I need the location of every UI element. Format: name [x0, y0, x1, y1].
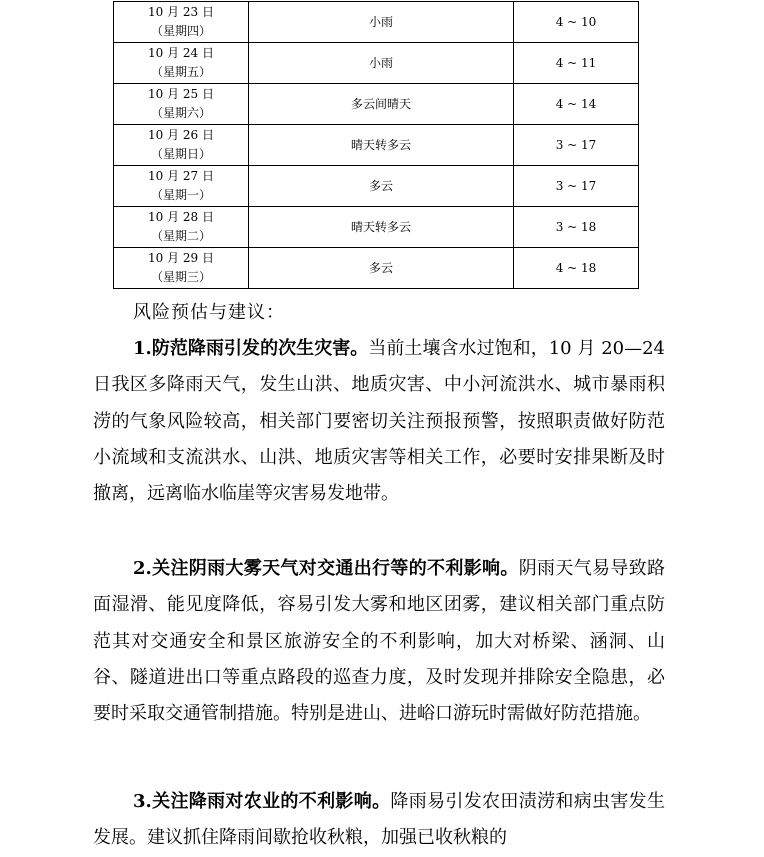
weekday-text: （星期日）: [150, 147, 211, 161]
weather-forecast-table: [113, 1, 639, 289]
weather-cell: 晴天转多云: [249, 207, 514, 248]
temperature-cell: 4 ~ 11: [514, 43, 639, 84]
table-row: [114, 207, 639, 248]
weather-cell: 多云: [249, 248, 514, 289]
advice-body: 当前土壤含水过饱和，10 月 20—24 日我区多降雨天气，发生山洪、地质灾害、中小河流洪水、城市暴雨积涝的气象风险较高，相关部门要密切关注预报预警，按照职责做好防范小流域和支流洪水、山洪、地质灾害等相关工作，必要时安排果断及时撤离，远离临水临崖等灾害易发地带。: [93, 338, 666, 505]
date-cell: [114, 84, 249, 125]
weather-cell: 多云间晴天: [249, 84, 514, 125]
temperature-cell: 3 ~ 17: [514, 166, 639, 207]
temperature-cell: 4 ~ 14: [514, 84, 639, 125]
weather-cell: 晴天转多云: [249, 125, 514, 166]
advice-paragraph-1: [93, 331, 665, 512]
date-text: 10 月 24 日: [148, 46, 214, 60]
weekday-text: （星期一）: [150, 188, 211, 202]
date-text: 10 月 26 日: [148, 128, 214, 142]
advice-title: 2.关注阴雨大雾天气对交通出行等的不利影响。: [133, 558, 519, 579]
weekday-text: （星期三）: [150, 270, 211, 284]
date-cell: [114, 125, 249, 166]
date-cell: [114, 2, 249, 43]
date-text: 10 月 23 日: [148, 5, 214, 19]
table-row: [114, 2, 639, 43]
weather-cell: 小雨: [249, 43, 514, 84]
advice-body: 降雨易引发农田渍涝和病虫害发生发展。建议抓住降雨间歇抢收秋粮，加强已收秋粮的: [93, 791, 666, 849]
date-text: 10 月 28 日: [148, 210, 214, 224]
weekday-text: （星期五）: [150, 65, 211, 79]
advice-paragraph-3: [93, 784, 665, 857]
date-text: 10 月 25 日: [148, 87, 214, 101]
weekday-text: （星期二）: [150, 229, 211, 243]
weekday-text: （星期六）: [150, 106, 211, 120]
table-row: [114, 166, 639, 207]
weekday-text: （星期四）: [150, 24, 211, 38]
temperature-cell: 4 ~ 10: [514, 2, 639, 43]
weather-cell: 小雨: [249, 2, 514, 43]
date-cell: [114, 43, 249, 84]
temperature-cell: 3 ~ 18: [514, 207, 639, 248]
advice-body: 阴雨天气易导致路面湿滑、能见度降低，容易引发大雾和地区团雾，建议相关部门重点防范其对交通安全和景区旅游安全的不利影响，加大对桥梁、涵洞、山谷、隧道进出口等重点路段的巡查力度，及时发现并排除安全隐患，必要时采取交通管制措施。特别是进山、进峪口游玩时需做好防范措施。: [93, 558, 666, 725]
date-cell: [114, 207, 249, 248]
date-text: 10 月 29 日: [148, 251, 214, 265]
date-cell: [114, 166, 249, 207]
table-row: [114, 248, 639, 289]
table-row: [114, 43, 639, 84]
advice-title: 3.关注降雨对农业的不利影响。: [133, 791, 391, 812]
advice-paragraph-2: [93, 551, 665, 732]
table-row: [114, 125, 639, 166]
risk-section-heading: 风险预估与建议：: [133, 302, 285, 323]
date-cell: [114, 248, 249, 289]
temperature-cell: 4 ~ 18: [514, 248, 639, 289]
temperature-cell: 3 ~ 17: [514, 125, 639, 166]
weather-cell: 多云: [249, 166, 514, 207]
table-row: [114, 84, 639, 125]
advice-title: 1.防范降雨引发的次生灾害。: [133, 338, 369, 359]
date-text: 10 月 27 日: [148, 169, 214, 183]
